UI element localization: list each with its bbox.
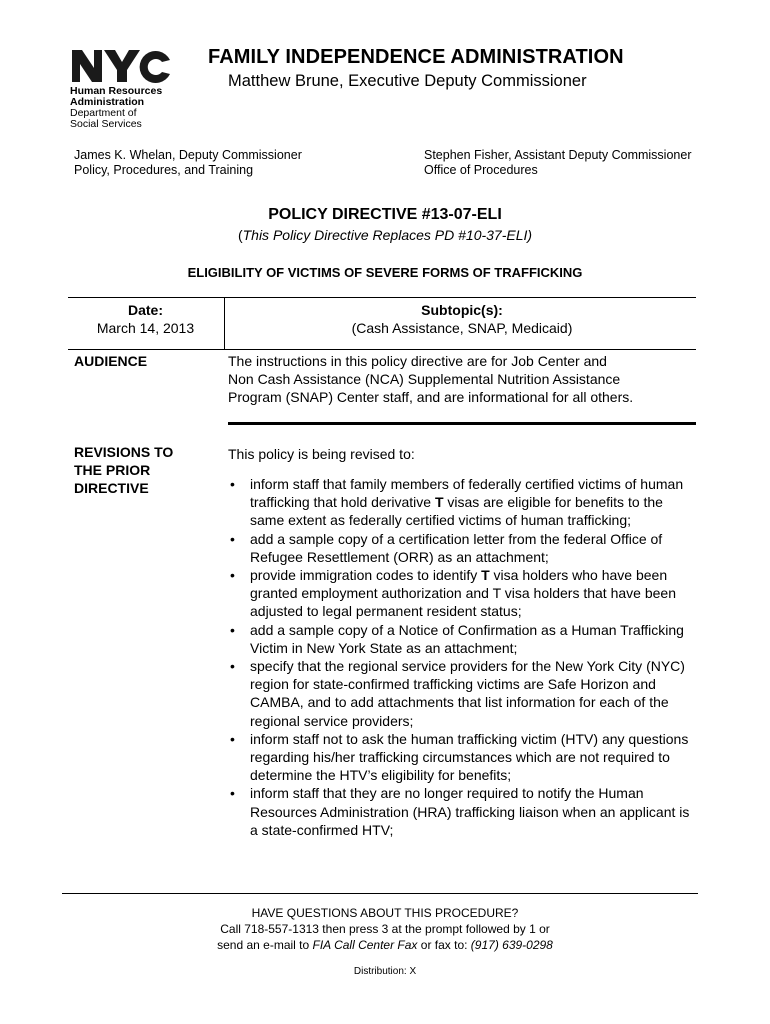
footer-email [0, 937, 770, 953]
official-right-name: Stephen Fisher, Assistant Deputy Commissioner [424, 148, 692, 162]
bullet-icon: • [230, 530, 235, 547]
directive-replaces [0, 227, 770, 243]
date-block [68, 301, 223, 337]
bullet-text: inform staff that they are no longer required to notify the Human Resources Administration (HRA) trafficking liaison when an applicant is a state-confirmed HTV; [250, 785, 690, 838]
revisions-label-line: DIRECTIVE [74, 480, 149, 496]
directive-title: POLICY DIRECTIVE #13-07-ELI [268, 206, 502, 223]
footer-email-target[interactable]: FIA Call Center Fax [312, 938, 418, 952]
bullet-text: add a sample copy of a Notice of Confirmation as a Human Trafficking Victim in New York State as an attachment; [250, 621, 684, 656]
bullet-text: inform staff that family members of federally certified victims of human trafficking that hold derivative [250, 476, 684, 511]
audience-line: Program (SNAP) Center staff, and are informational for all others. [228, 389, 634, 406]
meta-separator [224, 297, 225, 350]
revisions-label-line: THE PRIOR [74, 462, 151, 478]
list-item [228, 730, 698, 785]
subtopic-value: (Cash Assistance, SNAP, Medicaid) [351, 320, 573, 336]
list-item [228, 475, 698, 530]
bullet-text: visas are eligible for benefits to the same extent as federally certified victims of human trafficking; [250, 494, 663, 529]
replaces-open: ( [237, 227, 243, 243]
meta-divider [68, 349, 696, 350]
footer-question: HAVE QUESTIONS ABOUT THIS PROCEDURE? [251, 906, 519, 920]
footer-divider [62, 893, 698, 894]
official-left-name: James K. Whelan, Deputy Commissioner [74, 148, 302, 162]
audience-text [228, 352, 688, 407]
list-item [228, 566, 698, 621]
official-right-office: Office of Procedures [424, 163, 538, 177]
logo-line-1: Human Resources [70, 85, 163, 97]
audience-label: AUDIENCE [74, 353, 148, 369]
directive-topic: ELIGIBILITY OF VICTIMS OF SEVERE FORMS OF TRAFFICKING [187, 265, 583, 280]
official-left [74, 148, 302, 178]
agency-commissioner: Matthew Brune, Executive Deputy Commissioner [228, 72, 587, 90]
date-value: March 14, 2013 [96, 320, 195, 336]
audience-line: Non Cash Assistance (NCA) Supplemental Nutrition Assistance [228, 371, 621, 388]
nyc-hra-logo [70, 48, 190, 130]
official-left-office: Policy, Procedures, and Training [74, 163, 254, 177]
bullet-icon: • [230, 730, 235, 747]
list-item [228, 621, 698, 657]
bullet-text: inform staff not to ask the human trafficking victim (HTV) any questions regarding his/her trafficking circumstances which are not required to determine the HTV’s eligibility for benefits; [250, 730, 689, 784]
footer-call: Call 718-557-1313 then press 3 at the prompt followed by 1 or [220, 922, 550, 936]
footer-contact [0, 905, 770, 953]
footer-email-mid: or fax to: [417, 938, 471, 952]
bullet-text: add a sample copy of a certification letter from the federal Office of Refugee Resettlement (ORR) as an attachment; [250, 530, 663, 565]
bullet-text: specify that the regional service providers for the New York City (NYC) region for state-confirmed trafficking victims are Safe Horizon and CAMBA, and to add attachments that list information for each of the regional service providers; [250, 658, 685, 729]
revisions-label-line: REVISIONS TO [74, 444, 174, 460]
agency-title: FAMILY INDEPENDENCE ADMINISTRATION [208, 46, 624, 68]
revisions-intro: This policy is being revised to: [228, 446, 415, 462]
audience-divider [228, 422, 696, 425]
bullet-text: visa holders who have been granted employment authorization and T visa holders that have been adjusted to legal permanent resident status; [250, 567, 676, 620]
replaces-text: This Policy Directive Replaces PD #10-37-ELI) [242, 227, 533, 243]
official-right [424, 148, 691, 178]
footer-email-pre: send an e-mail to [217, 938, 313, 952]
bullet-text: provide immigration codes to identify [250, 567, 482, 584]
bullet-bold: T [434, 494, 444, 511]
list-item [228, 657, 698, 730]
distribution-note: Distribution: X [353, 966, 417, 977]
bullet-icon: • [230, 658, 235, 675]
bullet-icon: • [230, 567, 235, 584]
subtopic-label: Subtopic(s): [421, 302, 503, 318]
date-label: Date: [127, 302, 163, 318]
bullet-icon: • [230, 476, 235, 492]
bullet-bold: T [481, 567, 490, 584]
audience-line: The instructions in this policy directive are for Job Center and [228, 353, 607, 369]
logo-line-3: Department of [70, 107, 137, 119]
footer-fax-number: (917) 639-0298 [470, 938, 553, 952]
subtopic-block [228, 301, 696, 337]
revisions-label [74, 443, 204, 497]
list-item [228, 784, 698, 839]
bullet-icon: • [230, 785, 235, 802]
bullet-icon: • [230, 621, 235, 638]
top-divider [68, 297, 696, 298]
revisions-list [228, 475, 698, 839]
nyc-logo-mark [70, 48, 174, 84]
list-item [228, 530, 698, 566]
logo-line-2: Administration [70, 96, 145, 108]
logo-line-4: Social Services [70, 118, 142, 130]
